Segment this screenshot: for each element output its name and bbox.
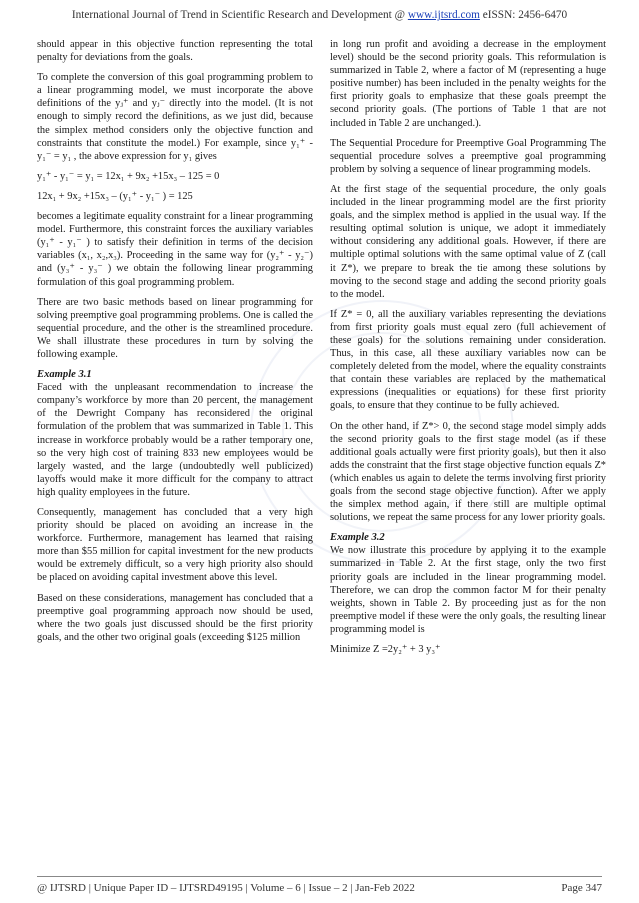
right-column [330, 38, 606, 663]
header-prefix: International Journal of Trend in Scientific Research and Development @ [71, 9, 408, 21]
equation: 12x₁ + 9x₂ +15x₃ – (y₁⁺ - y₁⁻ ) = 125 [37, 190, 193, 202]
equation: y₁⁺ - y₁⁻ = y₁ = 12x₁ + 9x₂ +15x₃ – 125 = 0 [37, 170, 220, 182]
paragraph: Faced with the unpleasant recommendation to increase the company’s workforce by more than 20 percent, the management of the Dewright Company has reconsidered the original formulation of the problem that was summarized in Table 1. This increase in workforce probably would be a rather temporary one, so the very high cost of training 833 new employees would be largely wasted, and the large (undoubtedly well publicized) layoffs would make it more difficult for the company to attract high quality employees in the future. [37, 382, 313, 498]
paragraph: We now illustrate this procedure by applying it to the example summarized in Table 2. At the first stage, only the two first priority goals are included in the linear programming model. Therefore, we can drop the common factor M for their penalty weights, shown in Table 2. By proceeding just as for the non preemptive model if these were the only goals, the resulting linear programming model is [330, 545, 606, 635]
paragraph: On the other hand, if Z*> 0, the second stage model simply adds the second priority goals to the first stage model (as if these additional goals actually were first priority goals), but then it also adds the constraint that the first stage objective function equals Z* (which enables us again to delete the terms involving first priority goals from the second stage objective function). After we apply the simplex method again, if there still are multiple optimal solutions, we repeat the same process for any lower priority goals. [330, 420, 606, 524]
example-heading: Example 3.2 [330, 532, 385, 544]
journal-link[interactable]: www.ijtsrd.com [407, 9, 480, 21]
left-column [37, 38, 313, 651]
footer-citation: @ IJTSRD | Unique Paper ID – IJTSRD49195 | Volume – 6 | Issue – 2 | Jan-Feb 2022 [37, 882, 415, 894]
paragraph: To complete the conversion of this goal programming problem to a linear programming model, we must incorporate the above definitions of the yⱼ⁺ and yⱼ⁻ directly into the model. (It is not enough to simply record the definitions, as we just did, because the simplex method considers only the objective function and constraints that constitute the model.) For example, since y₁⁺ - y₁⁻ = y₁ , the above expression for y₁ gives [37, 72, 313, 162]
paragraph: becomes a legitimate equality constraint for a linear programming model. Furthermore, this constraint forces the auxiliary variables (y₁⁺ - y₁⁻ ) to satisfy their definition in terms of the decision variables (x₁, x₂,x₃). Proceeding in the same way for (y₂⁺ - y₂⁻) and (y₃⁺ - y₃⁻ ) we obtain the following linear programming formulation of this goal programming problem. [37, 211, 313, 288]
page-footer [37, 882, 602, 894]
header-suffix: eISSN: 2456-6470 [479, 9, 568, 21]
paragraph: Based on these considerations, management has concluded that a preemptive goal programming approach now should be used, where the two goals just discussed should be the first priority goals, and the other two original goals (exceeding $125 million [37, 592, 313, 643]
page-number: Page 347 [561, 882, 602, 894]
footer-divider [37, 876, 602, 877]
example-heading: Example 3.1 [37, 369, 92, 381]
running-header [0, 9, 639, 21]
paragraph: The Sequential Procedure for Preemptive Goal Programming The sequential procedure solves a preemptive goal programming problem by solving a sequence of linear programming models. [330, 137, 606, 175]
paragraph: should appear in this objective function representing the total penalty for deviations from the goals. [37, 39, 313, 64]
paragraph: If Z* = 0, all the auxiliary variables representing the deviations from first priority goals must equal zero (full achievement of these goals) for the solutions remaining under consideration. Thus, in this case, all these auxiliary variables now can be completely deleted from the model, where the equality constraints that contain these variables are replaced by the mathematical expressions (inequalities or equations) for these first priority goals, to ensure that they continue to be fully achieved. [330, 308, 606, 412]
equation: Minimize Z =2y₂⁺ + 3 y₃⁺ [330, 644, 441, 656]
paragraph: At the first stage of the sequential procedure, the only goals included in the linear programming model are the first priority goals, and the simplex method is applied in the usual way. If the resulting optimal solution is unique, we adopt it immediately without considering any additional goals. However, if there are multiple optimal solutions with the same optimal value of Z (call it Z*), we prepare to break the tie among these solutions by moving to the second stage and adding the second priority goals to the model. [330, 183, 606, 300]
paragraph: in long run profit and avoiding a decrease in the employment level) should be the second priority goals. This reformulation is summarized in Table 2, where a factor of M (representing a huge positive number) has been included in the penalty weights for the first priority goals to emphasize that these goals preempt the second priority goals. (The portions of Table 1 that are not included in Table 2 are unchanged.). [330, 39, 606, 129]
paragraph: There are two basic methods based on linear programming for solving preemptive goal programming problems. One is called the sequential procedure, and the other is the streamlined procedure. We shall illustrate these procedures in turn by solving the following example. [37, 296, 313, 360]
paragraph: Consequently, management has concluded that a very high priority should be placed on avoiding an increase in the workforce. Furthermore, management has learned that raising more than $55 million for capital investment for the new products would be extremely difficult, so a very high priority also should be placed on avoiding capital investment above this level. [37, 507, 313, 584]
